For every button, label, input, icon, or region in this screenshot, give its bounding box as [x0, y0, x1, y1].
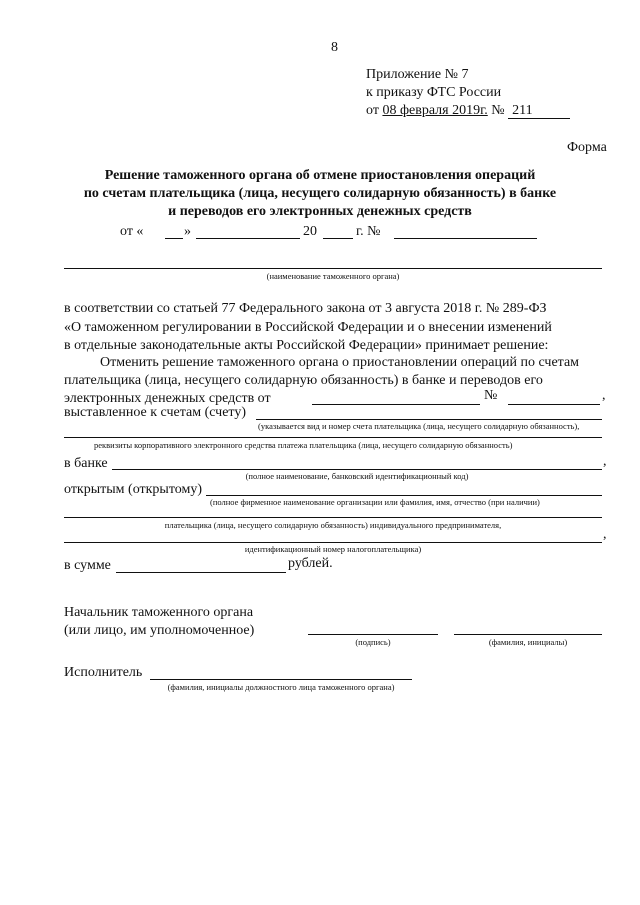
account-type-caption: (указывается вид и номер счета плательщика (лица, несущего солидарную обязанность), — [258, 421, 580, 431]
head-title-line-2: (или лицо, им уполномоченное) — [64, 623, 255, 638]
comma-1: , — [602, 388, 606, 403]
signature-field[interactable] — [308, 634, 438, 635]
customs-organ-field[interactable] — [64, 268, 602, 269]
appendix-line-3 — [366, 103, 570, 119]
requisites-caption: реквизиты корпоративного электронного средства платежа плательщика (лица, несущего солидарную обязанность) — [94, 440, 513, 450]
executor-field[interactable] — [150, 679, 412, 680]
signature-caption: (подпись) — [355, 637, 391, 647]
appendix-number: 211 — [508, 104, 570, 119]
date-year-prefix: 20 — [303, 224, 317, 239]
date-close-quote: » — [184, 224, 191, 239]
date-g-no: г. № — [356, 224, 381, 239]
payer-field[interactable] — [64, 517, 602, 518]
executor-label: Исполнитель — [64, 665, 143, 680]
body-p2-line-1: Отменить решение таможенного органа о приостановлении операций по счетам — [100, 355, 580, 370]
date-year-field[interactable] — [323, 238, 353, 239]
suspension-no: № — [484, 388, 498, 403]
title-line-1: Решение таможенного органа об отмене приостановления операций — [104, 168, 536, 183]
title-line-3: и переводов его электронных денежных средств — [168, 204, 472, 219]
body-p2-line-3: электронных денежных средств от — [64, 391, 271, 406]
appendix-from: от — [366, 103, 379, 118]
requisites-field[interactable] — [64, 437, 602, 438]
page-number: 8 — [331, 40, 338, 55]
bank-caption: (полное наименование, банковский идентификационный код) — [245, 471, 469, 481]
opened-label: открытым (открытому) — [64, 482, 203, 497]
payer-caption: плательщика (лица, несущего солидарную обязанность) индивидуального предпринимателя, — [164, 520, 502, 530]
head-name-caption: (фамилия, инициалы) — [488, 637, 568, 647]
head-title-line-1: Начальник таможенного органа — [64, 605, 254, 620]
comma-3: , — [603, 527, 607, 542]
rubles-label: рублей. — [288, 556, 333, 571]
in-sum-label: в сумме — [64, 558, 111, 573]
date-day-field[interactable] — [165, 238, 183, 239]
accounts-field[interactable] — [256, 419, 602, 420]
appendix-line-2: к приказу ФТС России — [366, 85, 502, 100]
decision-number-field[interactable] — [394, 238, 537, 239]
body-p1-line-2: «О таможенном регулировании в Российской Федерации и о внесении изменений — [64, 320, 552, 335]
inn-caption: идентификационный номер налогоплательщика) — [244, 544, 422, 554]
body-p1-line-3: в отдельные законодательные акты Российской Федерации» принимает решение: — [64, 338, 549, 353]
sum-field[interactable] — [116, 572, 286, 573]
inn-field[interactable] — [64, 542, 602, 543]
in-bank-label: в банке — [64, 456, 108, 471]
title-line-2: по счетам плательщика (лица, несущего солидарную обязанность) в банке — [83, 186, 557, 201]
bank-field[interactable] — [112, 469, 602, 470]
body-p1-line-1: в соответствии со статьей 77 Федерального закона от 3 августа 2018 г. № 289-ФЗ — [64, 301, 547, 316]
date-month-field[interactable] — [196, 238, 300, 239]
executor-caption: (фамилия, инициалы должностного лица таможенного органа) — [167, 682, 395, 692]
form-label: Форма — [567, 140, 607, 155]
comma-2: , — [603, 454, 607, 469]
organization-field[interactable] — [206, 495, 602, 496]
organization-caption: (полное фирменное наименование организации или фамилия, имя, отчество (при наличии) — [210, 497, 540, 507]
customs-organ-caption: (наименование таможенного органа) — [266, 271, 400, 281]
suspension-date-field[interactable] — [312, 404, 480, 405]
issued-to-accounts-label: выставленное к счетам (счету) — [64, 405, 247, 420]
head-name-field[interactable] — [454, 634, 602, 635]
appendix-line-1: Приложение № 7 — [366, 67, 469, 82]
appendix-date: 08 февраля 2019г. — [382, 103, 488, 118]
suspension-number-field[interactable] — [508, 404, 600, 405]
body-p2-line-2: плательщика (лица, несущего солидарную обязанность) в банке и переводов его — [64, 373, 543, 388]
appendix-no: № — [491, 103, 505, 118]
date-from: от « — [120, 224, 144, 239]
